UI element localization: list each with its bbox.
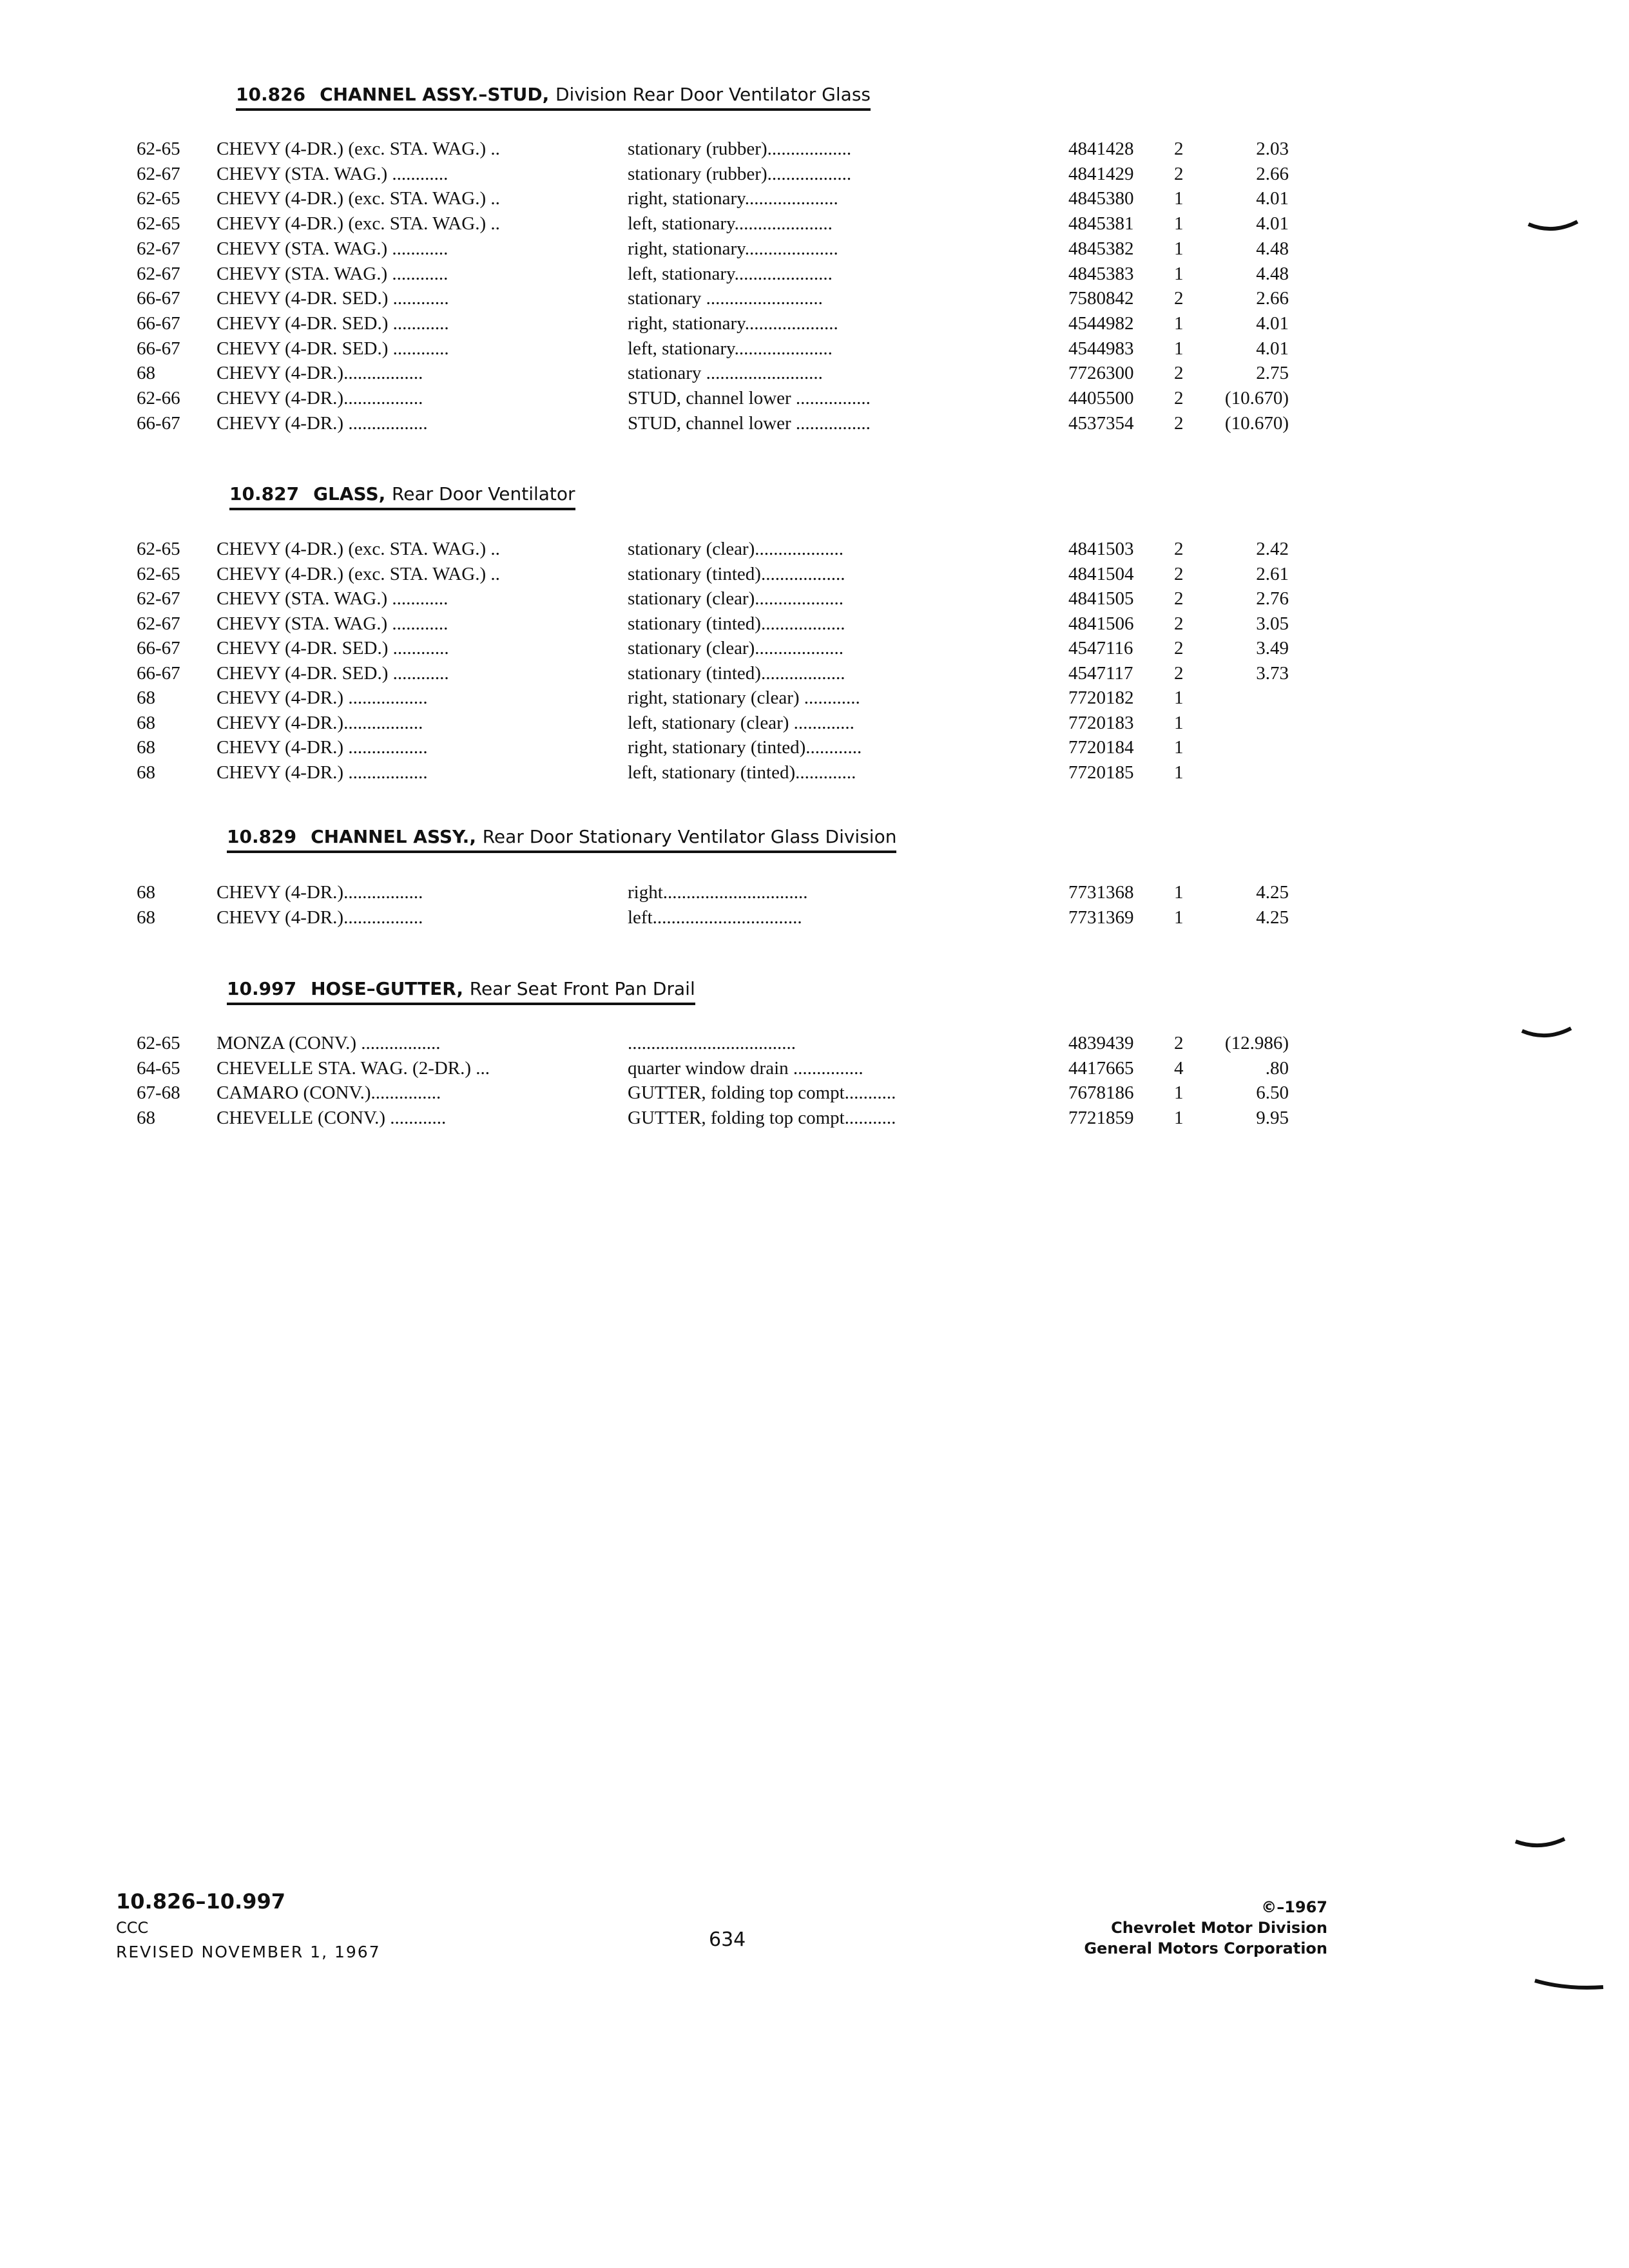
table-row <box>0 586 1629 611</box>
page-number: 634 <box>709 1928 746 1951</box>
quantity-cell: 2 <box>1174 539 1184 559</box>
section-number: 10.997 <box>227 978 297 999</box>
model-cell: MONZA (CONV.) ................. <box>217 1033 441 1053</box>
description-cell: stationary (tinted).................. <box>628 613 845 634</box>
quantity-cell: 2 <box>1174 363 1184 384</box>
part-number-cell: 7731369 <box>1068 907 1134 928</box>
model-cell: CHEVY (4-DR.) (exc. STA. WAG.) .. <box>217 188 500 209</box>
binder-mark <box>1527 218 1579 237</box>
quantity-cell: 1 <box>1174 737 1184 758</box>
part-number-cell: 7731368 <box>1068 882 1134 903</box>
years-cell: 68 <box>137 907 155 928</box>
description-cell: left, stationary (clear) ............. <box>628 712 854 733</box>
years-cell: 62-65 <box>137 539 180 559</box>
table-row <box>0 880 1629 905</box>
model-cell: CHEVY (4-DR.) ................. <box>217 687 428 708</box>
binder-mark <box>1521 1024 1572 1044</box>
table-row <box>0 311 1629 336</box>
price-cell: 4.25 <box>1256 882 1289 903</box>
part-number-cell: 4547117 <box>1068 662 1133 684</box>
price-cell: 4.01 <box>1256 312 1289 334</box>
price-cell: 4.48 <box>1256 263 1289 284</box>
division-name: Chevrolet Motor Division <box>1111 1919 1327 1937</box>
description-cell: stationary (clear)................... <box>628 638 844 658</box>
quantity-cell: 2 <box>1174 1033 1184 1053</box>
table-row <box>0 386 1629 410</box>
description-cell: right, stationary (clear) ............ <box>628 687 860 708</box>
quantity-cell: 1 <box>1174 712 1184 733</box>
quantity-cell: 4 <box>1174 1057 1184 1079</box>
price-cell: 3.49 <box>1256 638 1289 658</box>
description-cell: .................................... <box>628 1033 796 1053</box>
quantity-cell: 1 <box>1174 1107 1184 1128</box>
quantity-cell: 1 <box>1174 687 1184 708</box>
revision-date: REVISED NOVEMBER 1, 1967 <box>116 1943 381 1961</box>
years-cell: 68 <box>137 687 155 708</box>
description-cell: right............................... <box>628 882 808 903</box>
table-row <box>0 562 1629 586</box>
section-title <box>236 84 871 111</box>
years-cell: 62-66 <box>137 388 180 408</box>
price-cell: 4.48 <box>1256 238 1289 259</box>
part-number-cell: 7720183 <box>1068 712 1134 733</box>
price-cell: 3.05 <box>1256 613 1289 634</box>
model-cell: CHEVY (4-DR. SED.) ............ <box>217 288 449 309</box>
price-cell: 2.66 <box>1256 163 1289 184</box>
table-row <box>0 336 1629 361</box>
section-title <box>227 978 695 1005</box>
section-title <box>229 483 575 510</box>
part-number-cell: 4841506 <box>1068 613 1134 634</box>
price-cell: 3.73 <box>1256 662 1289 684</box>
years-cell: 68 <box>137 363 155 384</box>
price-cell: 2.42 <box>1256 539 1289 559</box>
table-row <box>0 611 1629 636</box>
table-row <box>0 211 1629 236</box>
quantity-cell: 1 <box>1174 762 1184 783</box>
section-number: 10.829 <box>227 826 297 847</box>
quantity-cell: 1 <box>1174 263 1184 284</box>
copyright: ©–1967 <box>1261 1898 1327 1916</box>
price-cell: 4.01 <box>1256 213 1289 235</box>
table-row <box>0 1056 1629 1081</box>
section-subtitle: Rear Door Stationary Ventilator Glass Division <box>482 826 897 847</box>
page-range: 10.826–10.997 <box>116 1889 285 1914</box>
part-number-cell: 7720184 <box>1068 737 1134 758</box>
years-cell: 62-65 <box>137 139 180 159</box>
catalog-code: CCC <box>116 1919 149 1937</box>
years-cell: 62-67 <box>137 263 180 284</box>
quantity-cell: 2 <box>1174 638 1184 658</box>
years-cell: 62-67 <box>137 613 180 634</box>
corporation-name: General Motors Corporation <box>1084 1939 1327 1957</box>
part-number-cell: 4405500 <box>1068 388 1134 408</box>
description-cell: left................................ <box>628 907 802 928</box>
part-number-cell: 4537354 <box>1068 412 1134 434</box>
years-cell: 62-65 <box>137 1033 180 1053</box>
table-row <box>0 735 1629 760</box>
description-cell: stationary (clear)................... <box>628 588 844 609</box>
years-cell: 66-67 <box>137 662 180 684</box>
model-cell: CHEVY (4-DR.)................. <box>217 388 423 408</box>
table-row <box>0 1031 1629 1055</box>
quantity-cell: 2 <box>1174 662 1184 684</box>
quantity-cell: 2 <box>1174 388 1184 408</box>
part-number-cell: 4839439 <box>1068 1033 1134 1053</box>
table-row <box>0 137 1629 161</box>
table-row <box>0 1106 1629 1130</box>
table-row <box>0 186 1629 211</box>
part-number-cell: 4841504 <box>1068 563 1134 584</box>
quantity-cell: 1 <box>1174 1082 1184 1103</box>
years-cell: 67-68 <box>137 1082 180 1103</box>
section-heading: CHANNEL ASSY., <box>311 826 476 847</box>
model-cell: CHEVY (4-DR. SED.) ............ <box>217 312 449 334</box>
quantity-cell: 2 <box>1174 613 1184 634</box>
table-row <box>0 686 1629 710</box>
footer-right <box>1005 1897 1327 1959</box>
table-row <box>0 236 1629 261</box>
part-number-cell: 4417665 <box>1068 1057 1134 1079</box>
years-cell: 68 <box>137 762 155 783</box>
part-number-cell: 7720182 <box>1068 687 1134 708</box>
model-cell: CHEVY (4-DR.)................. <box>217 907 423 928</box>
section-title <box>227 826 896 853</box>
years-cell: 68 <box>137 882 155 903</box>
part-number-cell: 4841429 <box>1068 163 1134 184</box>
quantity-cell: 2 <box>1174 139 1184 159</box>
model-cell: CHEVELLE STA. WAG. (2-DR.) ... <box>217 1057 490 1079</box>
price-cell: 2.61 <box>1256 563 1289 584</box>
part-number-cell: 4547116 <box>1068 638 1133 658</box>
price-cell: 6.50 <box>1256 1082 1289 1103</box>
description-cell: left, stationary..................... <box>628 263 833 284</box>
model-cell: CHEVY (4-DR.) ................. <box>217 737 428 758</box>
table-row <box>0 361 1629 385</box>
years-cell: 62-67 <box>137 163 180 184</box>
model-cell: CHEVY (4-DR.) (exc. STA. WAG.) .. <box>217 139 500 159</box>
binder-mark <box>1534 1975 1605 1995</box>
description-cell: right, stationary.................... <box>628 188 838 209</box>
description-cell: stationary ......................... <box>628 363 823 384</box>
years-cell: 66-67 <box>137 338 180 359</box>
description-cell: left, stationary..................... <box>628 213 833 235</box>
part-number-cell: 4841505 <box>1068 588 1134 609</box>
quantity-cell: 1 <box>1174 213 1184 235</box>
years-cell: 64-65 <box>137 1057 180 1079</box>
description-cell: right, stationary.................... <box>628 312 838 334</box>
description-cell: stationary (rubber).................. <box>628 139 852 159</box>
table-row <box>0 411 1629 436</box>
part-number-cell: 4845381 <box>1068 213 1134 235</box>
part-number-cell: 7726300 <box>1068 363 1134 384</box>
section-subtitle: Division Rear Door Ventilator Glass <box>555 84 871 105</box>
price-cell: 4.01 <box>1256 338 1289 359</box>
model-cell: CHEVY (STA. WAG.) ............ <box>217 238 448 259</box>
quantity-cell: 1 <box>1174 882 1184 903</box>
model-cell: CHEVY (4-DR.) ................. <box>217 412 428 434</box>
table-row <box>0 162 1629 186</box>
part-number-cell: 4845380 <box>1068 188 1134 209</box>
description-cell: stationary (rubber).................. <box>628 163 852 184</box>
quantity-cell: 1 <box>1174 907 1184 928</box>
quantity-cell: 1 <box>1174 338 1184 359</box>
description-cell: stationary (tinted).................. <box>628 563 845 584</box>
model-cell: CHEVY (4-DR.) (exc. STA. WAG.) .. <box>217 213 500 235</box>
part-number-cell: 4544982 <box>1068 312 1134 334</box>
description-cell: stationary (clear)................... <box>628 539 844 559</box>
part-number-cell: 7580842 <box>1068 288 1134 309</box>
table-row <box>0 905 1629 930</box>
description-cell: right, stationary.................... <box>628 238 838 259</box>
quantity-cell: 2 <box>1174 163 1184 184</box>
description-cell: left, stationary (tinted)............. <box>628 762 856 783</box>
part-number-cell: 4841428 <box>1068 139 1134 159</box>
part-number-cell: 4841503 <box>1068 539 1134 559</box>
description-cell: STUD, channel lower ................ <box>628 388 871 408</box>
price-cell: 2.03 <box>1256 139 1289 159</box>
description-cell: left, stationary..................... <box>628 338 833 359</box>
part-number-cell: 4845382 <box>1068 238 1134 259</box>
section-subtitle: Rear Seat Front Pan Drail <box>469 978 695 999</box>
price-cell: 2.66 <box>1256 288 1289 309</box>
quantity-cell: 2 <box>1174 412 1184 434</box>
quantity-cell: 1 <box>1174 312 1184 334</box>
model-cell: CHEVY (STA. WAG.) ............ <box>217 588 448 609</box>
description-cell: quarter window drain ............... <box>628 1057 863 1079</box>
years-cell: 62-65 <box>137 188 180 209</box>
table-row <box>0 711 1629 735</box>
model-cell: CHEVY (4-DR. SED.) ............ <box>217 638 449 658</box>
price-cell: (12.986) <box>1224 1033 1289 1053</box>
table-row <box>0 262 1629 286</box>
years-cell: 62-65 <box>137 563 180 584</box>
description-cell: stationary (tinted).................. <box>628 662 845 684</box>
price-cell: 2.75 <box>1256 363 1289 384</box>
model-cell: CHEVY (4-DR.) (exc. STA. WAG.) .. <box>217 539 500 559</box>
model-cell: CHEVY (STA. WAG.) ............ <box>217 613 448 634</box>
section-heading: GLASS, <box>313 483 386 505</box>
table-row <box>0 661 1629 686</box>
price-cell: 4.01 <box>1256 188 1289 209</box>
quantity-cell: 1 <box>1174 188 1184 209</box>
binder-mark <box>1514 1835 1566 1854</box>
table-row <box>0 1081 1629 1105</box>
section-heading: CHANNEL ASSY.–STUD, <box>320 84 550 105</box>
model-cell: CHEVY (STA. WAG.) ............ <box>217 263 448 284</box>
model-cell: CHEVY (STA. WAG.) ............ <box>217 163 448 184</box>
description-cell: stationary ......................... <box>628 288 823 309</box>
years-cell: 62-67 <box>137 238 180 259</box>
table-row <box>0 537 1629 561</box>
years-cell: 68 <box>137 737 155 758</box>
section-subtitle: Rear Door Ventilator <box>392 483 575 505</box>
price-cell: (10.670) <box>1224 388 1289 408</box>
footer-left <box>116 1888 381 1964</box>
model-cell: CHEVELLE (CONV.) ............ <box>217 1107 447 1128</box>
price-cell: 4.25 <box>1256 907 1289 928</box>
section-heading: HOSE–GUTTER, <box>311 978 463 999</box>
price-cell: 2.76 <box>1256 588 1289 609</box>
years-cell: 66-67 <box>137 638 180 658</box>
years-cell: 68 <box>137 712 155 733</box>
part-number-cell: 4845383 <box>1068 263 1134 284</box>
table-row <box>0 286 1629 311</box>
quantity-cell: 2 <box>1174 288 1184 309</box>
years-cell: 66-67 <box>137 412 180 434</box>
price-cell: (10.670) <box>1224 412 1289 434</box>
part-number-cell: 7721859 <box>1068 1107 1134 1128</box>
description-cell: GUTTER, folding top compt........... <box>628 1107 896 1128</box>
model-cell: CHEVY (4-DR.)................. <box>217 712 423 733</box>
model-cell: CHEVY (4-DR.)................. <box>217 363 423 384</box>
model-cell: CHEVY (4-DR. SED.) ............ <box>217 338 449 359</box>
model-cell: CHEVY (4-DR.) ................. <box>217 762 428 783</box>
years-cell: 68 <box>137 1107 155 1128</box>
table-row <box>0 636 1629 660</box>
quantity-cell: 2 <box>1174 563 1184 584</box>
part-number-cell: 7720185 <box>1068 762 1134 783</box>
price-cell: 9.95 <box>1256 1107 1289 1128</box>
model-cell: CHEVY (4-DR. SED.) ............ <box>217 662 449 684</box>
part-number-cell: 7678186 <box>1068 1082 1134 1103</box>
quantity-cell: 2 <box>1174 588 1184 609</box>
years-cell: 66-67 <box>137 288 180 309</box>
description-cell: right, stationary (tinted)............ <box>628 737 862 758</box>
table-row <box>0 760 1629 785</box>
part-number-cell: 4544983 <box>1068 338 1134 359</box>
section-number: 10.827 <box>229 483 300 505</box>
section-number: 10.826 <box>236 84 306 105</box>
description-cell: STUD, channel lower ................ <box>628 412 871 434</box>
description-cell: GUTTER, folding top compt........... <box>628 1082 896 1103</box>
model-cell: CAMARO (CONV.)............... <box>217 1082 441 1103</box>
model-cell: CHEVY (4-DR.)................. <box>217 882 423 903</box>
years-cell: 62-67 <box>137 588 180 609</box>
model-cell: CHEVY (4-DR.) (exc. STA. WAG.) .. <box>217 563 500 584</box>
years-cell: 66-67 <box>137 312 180 334</box>
years-cell: 62-65 <box>137 213 180 235</box>
quantity-cell: 1 <box>1174 238 1184 259</box>
price-cell: .80 <box>1265 1057 1289 1079</box>
